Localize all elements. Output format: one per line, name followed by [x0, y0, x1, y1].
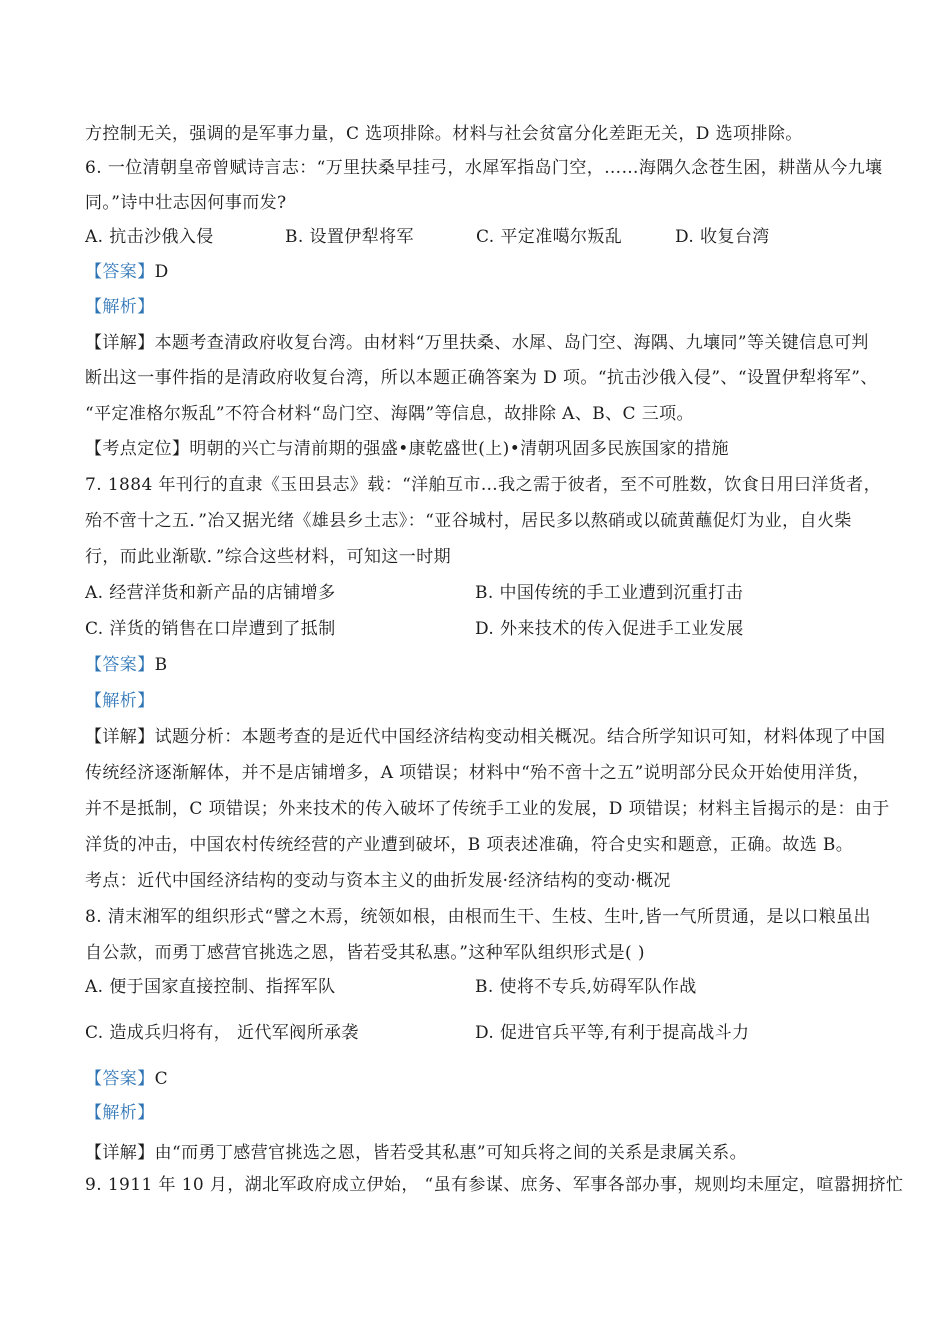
q6-explanation-line2: 断出这一事件指的是清政府收复台湾，所以本题正确答案为 D 项。“抗击沙俄入侵”、“设置伊犁将军”、	[85, 368, 878, 388]
q8-option-d: D. 促进官兵平等,有利于提高战斗力	[475, 1023, 750, 1043]
q8-option-a: A. 便于国家直接控制、指挥军队	[85, 977, 336, 997]
q6-explanation-line3: “平定准格尔叛乱”不符合材料“岛门空、海隅”等信息，故排除 A、B、C 三项。	[85, 404, 694, 424]
q7-exam-point-line: 考点：近代中国经济结构的变动与资本主义的曲折发展·经济结构的变动·概况	[85, 871, 671, 891]
q8-explanation-line: 【详解】由“而勇丁感营官挑选之恩，皆若受其私惠”可知兵将之间的关系是隶属关系。	[85, 1143, 747, 1163]
q9-stem-line1: 9. 1911 年 10 月，湖北军政府成立伊始， “虽有参谋、庶务、军事各部办事，规则均未厘定，喧嚣拥挤忙	[85, 1175, 904, 1195]
q8-analysis-label-line	[85, 1101, 885, 1125]
q5-analysis-continuation: 方控制无关，强调的是军事力量，C 选项排除。材料与社会贫富分化差距无关，D 选项排除。	[85, 124, 803, 144]
q7-stem-line1: 7. 1884 年刊行的直隶《玉田县志》载：“洋舶互市…我之需于彼者，至不可胜数，饮食日用曰洋货者，	[85, 475, 881, 495]
q6-option-b: B. 设置伊犁将军	[285, 227, 414, 247]
q8-answer-line	[85, 1067, 885, 1091]
q8-answer-value: C	[154, 1069, 169, 1089]
q7-analysis-label-line	[85, 689, 885, 713]
q8-option-c: C. 造成兵归将有， 近代军阀所承袭	[85, 1023, 359, 1043]
q6-exam-point-line: 【考点定位】明朝的兴亡与清前期的强盛•康乾盛世(上)•清朝巩固多民族国家的措施	[85, 439, 729, 459]
q6-answer-label: 【答案】	[85, 262, 155, 282]
q6-analysis-label-line	[85, 295, 885, 319]
q7-explanation-line1: 【详解】试题分析：本题考查的是近代中国经济结构变动相关概况。结合所学知识可知，材料体现了中国	[85, 727, 886, 747]
q7-option-c: C. 洋货的销售在口岸遭到了抵制	[85, 619, 336, 639]
q7-answer-line	[85, 653, 885, 677]
q6-option-a: A. 抗击沙俄入侵	[85, 227, 214, 247]
q6-answer-line	[85, 260, 885, 284]
q7-stem-line2: 殆不啻十之五．”冶又据光绪《雄县乡土志》：“亚谷城村，居民多以熬硝或以硫黄蘸促灯为业，自火柴	[85, 511, 852, 531]
q7-answer-value: B	[154, 655, 168, 675]
q8-stem-line2: 自公款，而勇丁感营官挑选之恩，皆若受其私惠。”这种军队组织形式是( )	[85, 943, 645, 963]
q6-analysis-label: 【解析】	[85, 297, 155, 317]
q7-analysis-label: 【解析】	[85, 691, 155, 711]
q7-answer-label: 【答案】	[85, 655, 155, 675]
q8-analysis-label: 【解析】	[85, 1103, 155, 1123]
q7-explanation-line4: 洋货的冲击，中国农村传统经营的产业遭到破坏，B 项表述准确，符合史实和题意，正确。故选 B。	[85, 835, 854, 855]
q7-explanation-line3: 并不是抵制，C 项错误；外来技术的传入破坏了传统手工业的发展，D 项错误；材料主旨揭示的是：由于	[85, 799, 890, 819]
q7-option-a: A. 经营洋货和新产品的店铺增多	[85, 583, 336, 603]
q6-stem-line1: 6. 一位清朝皇帝曾赋诗言志：“万里扶桑早挂弓，水犀军指岛门空，……海隅久念苍生困，耕凿从今九壤	[85, 158, 883, 178]
q6-stem-line2: 同。”诗中壮志因何事而发?	[85, 193, 287, 213]
q8-option-b: B. 使将不专兵,妨碍军队作战	[475, 977, 697, 997]
q7-stem-line3: 行，而此业渐歇．”综合这些材料，可知这一时期	[85, 547, 451, 567]
q6-option-d: D. 收复台湾	[675, 227, 770, 247]
q7-option-d: D. 外来技术的传入促进手工业发展	[475, 619, 744, 639]
q7-explanation-line2: 传统经济逐渐解体，并不是店铺增多，A 项错误；材料中“殆不啻十之五”说明部分民众开始使用洋货，	[85, 763, 870, 783]
q6-option-c: C. 平定准噶尔叛乱	[476, 227, 623, 247]
q7-option-b: B. 中国传统的手工业遭到沉重打击	[475, 583, 744, 603]
q6-explanation-line1: 【详解】本题考查清政府收复台湾。由材料“万里扶桑、水犀、岛门空、海隅、九壤同”等关键信息可判	[85, 333, 869, 353]
q8-answer-label: 【答案】	[85, 1069, 155, 1089]
q6-answer-value: D	[154, 262, 169, 282]
q8-stem-line1: 8. 清末湘军的组织形式“譬之木焉，统领如根，由根而生干、生枝、生叶,皆一气所贯通，是以口粮虽出	[85, 907, 871, 927]
